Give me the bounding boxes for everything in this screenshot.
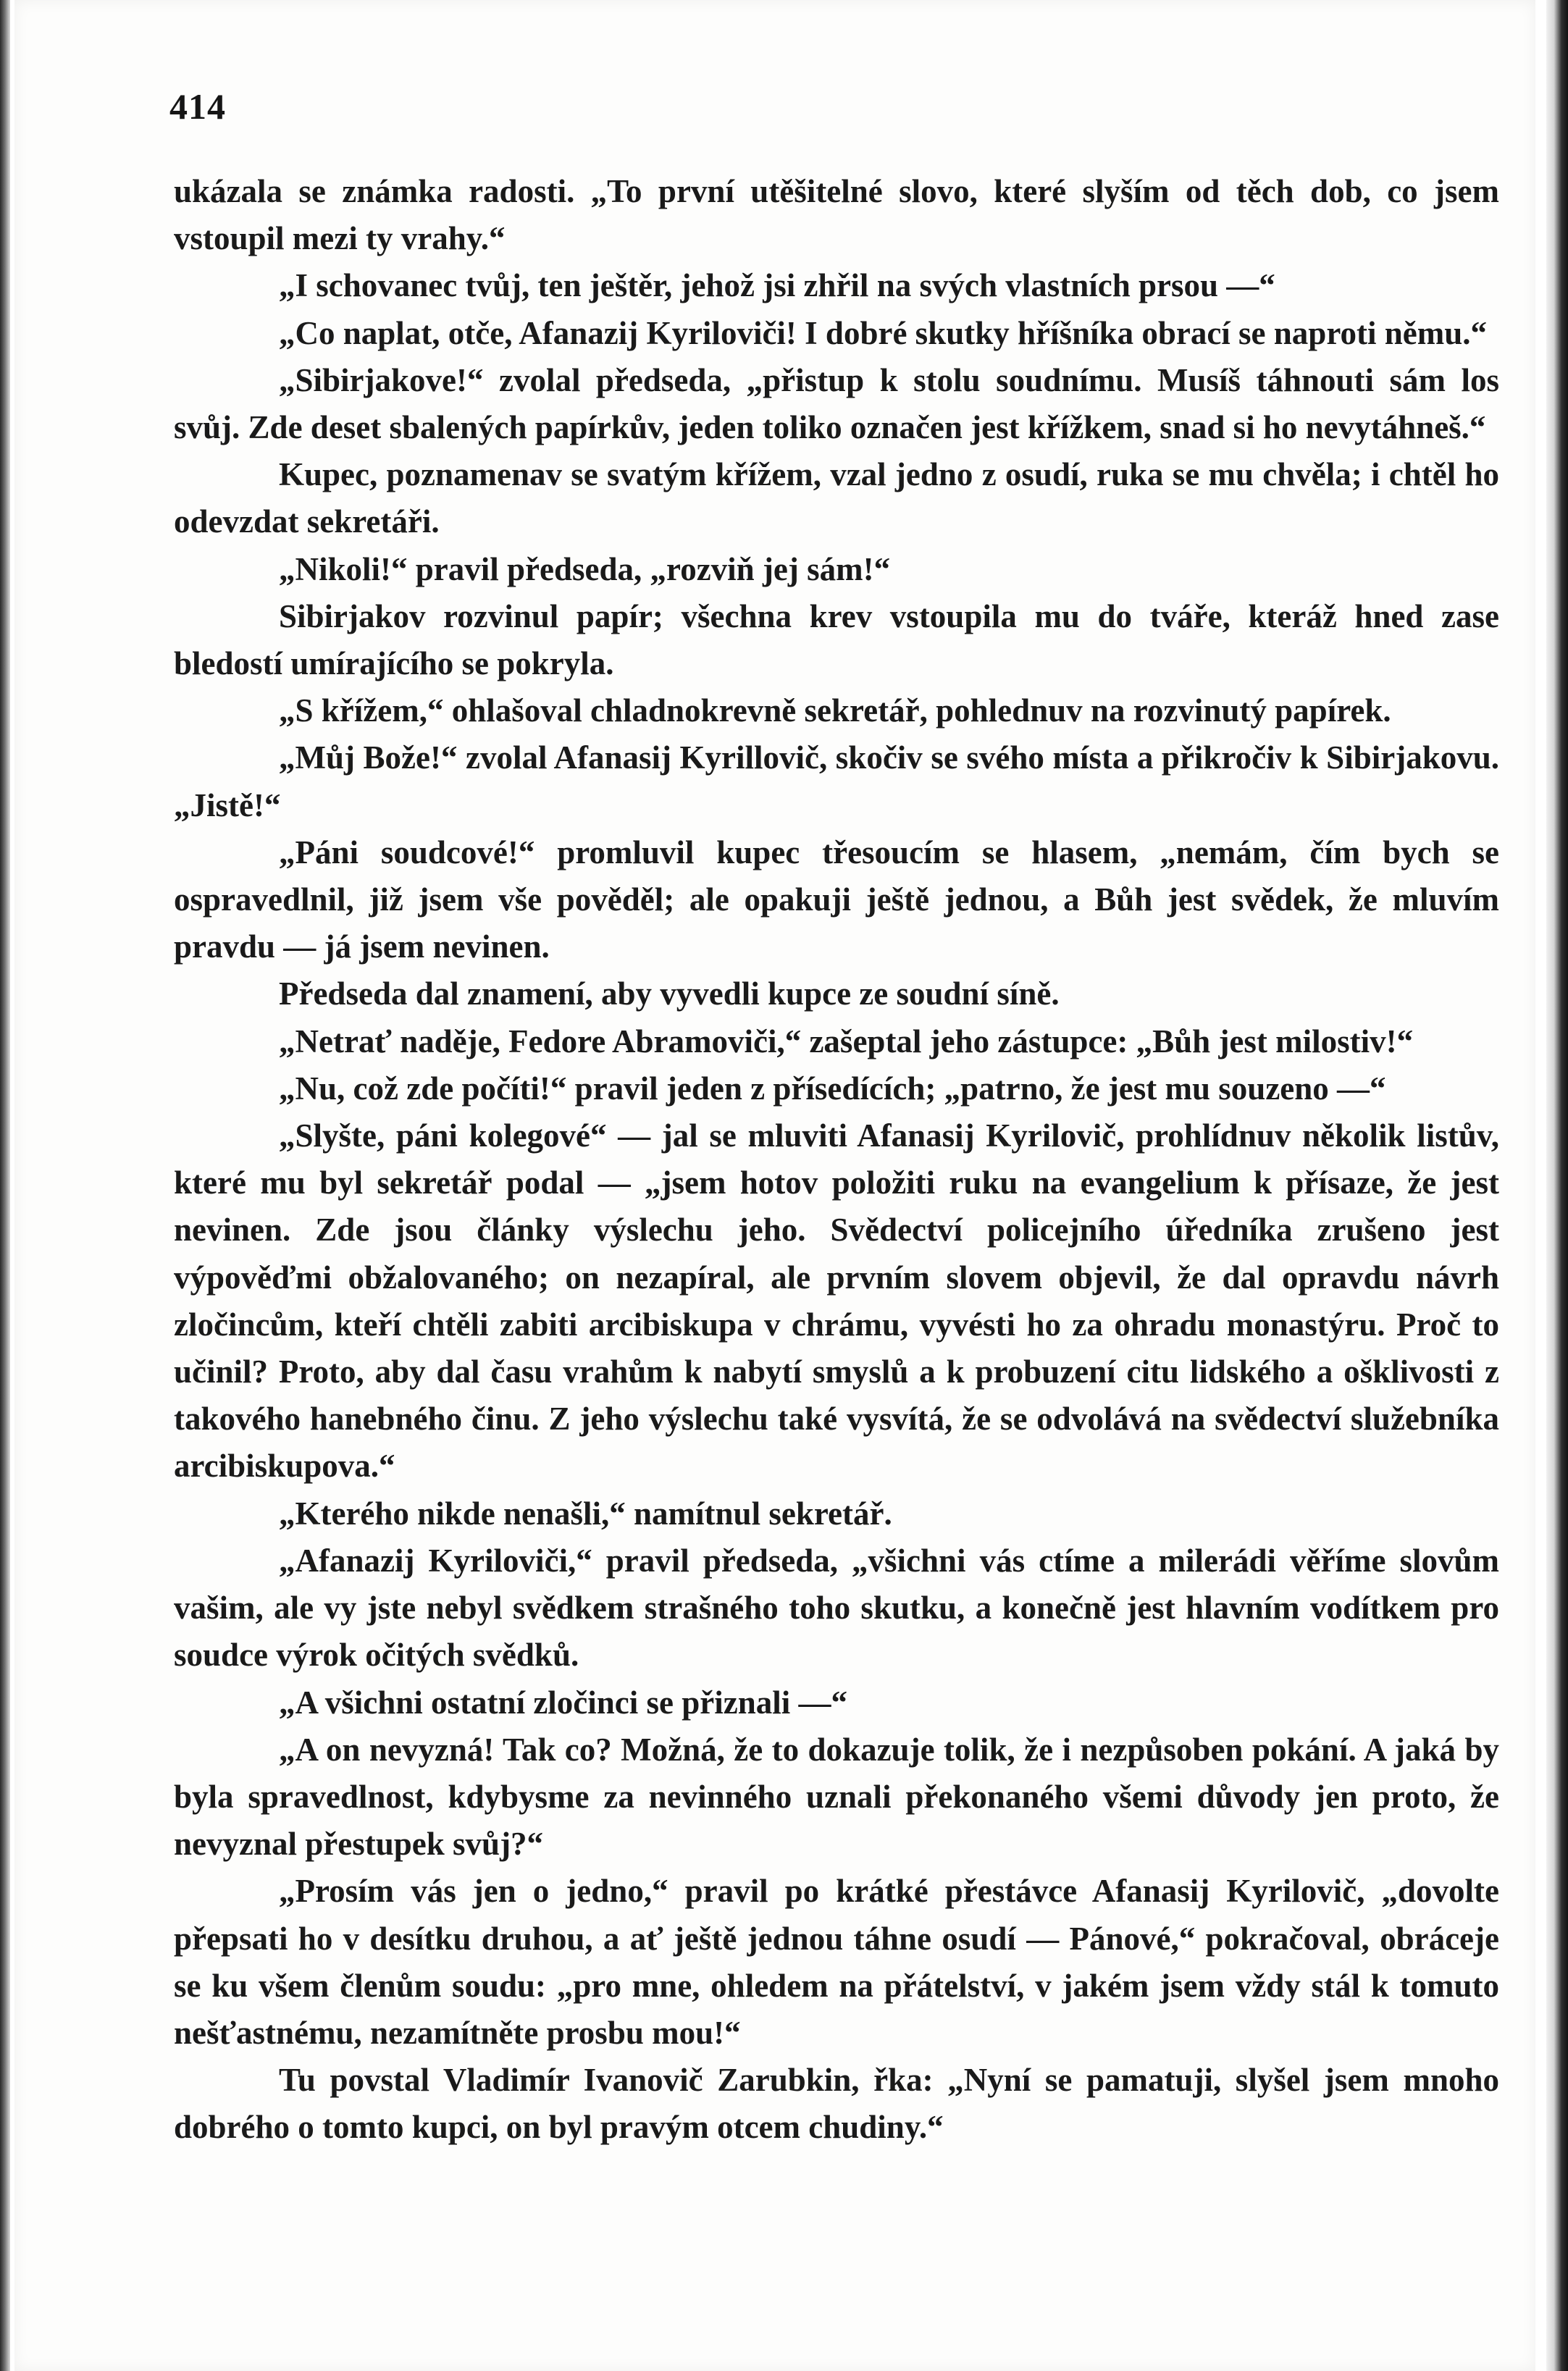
paragraph: Kupec, poznamenav se svatým křížem, vzal jedno z osudí, ruka se mu chvěla; i chtěl ho odevzdat sekretáři.	[174, 456, 1499, 540]
paragraph: „Afanazij Kyriloviči,“ pravil předseda, „všichni vás ctíme a milerádi věříme slovům vašim, ale vy jste nebyl svědkem strašného toho skutku, a konečně jest hlavním vodítkem pro soudce výrok očitých svědků.	[174, 1542, 1499, 1674]
paragraph: „Sibirjakove!“ zvolal předseda, „přistup k stolu soudnímu. Musíš táhnouti sám los svůj. Zde deset sbalených papírkův, jeden toliko označen jest křížkem, snad si ho nevytáhneš.“	[174, 361, 1499, 446]
body-text	[174, 168, 1499, 2152]
paragraph: „Můj Bože!“ zvolal Afanasij Kyrillovič, skočiv se svého místa a přikročiv k Sibirjakovu. „Jistě!“	[174, 739, 1499, 823]
paragraph: „A všichni ostatní zločinci se přiznali —“	[279, 1684, 848, 1721]
book-page	[14, 0, 1535, 2371]
paragraph: „Slyšte, páni kolegové“ — jal se mluviti Afanasij Kyrilovič, prohlídnuv několik listův, které mu byl sekretář podal — „jsem hotov položiti ruku na evangelium k přísaze, že jest nevinen. Zde jsou články výslechu jeho. Svědectví policejního úředníka zrušeno jest výpověďmi obžalovaného; on nezapíral, ale prvním slovem objevil, že dal opravdu návrh zločincům, kteří chtěli zabiti arcibiskupa v chrámu, vyvésti ho za ohradu monastýru. Proč to učinil? Proto, aby dal času vrahům k nabytí smyslů a k probuzení citu lidského a ošklivosti z takového hanebného činu. Z jeho výslechu také vysvítá, že se odvolává na svědectví služebníka arcibiskupova.“	[174, 1117, 1499, 1485]
paragraph: Předseda dal znamení, aby vyvedli kupce ze soudní síně.	[279, 975, 1060, 1012]
paragraph: „Kterého nikde nenašli,“ namítnul sekretář.	[279, 1495, 892, 1532]
paragraph: „Nikoli!“ pravil předseda, „rozviň jej sám!“	[279, 550, 891, 587]
paragraph: Tu povstal Vladimír Ivanovič Zarubkin, řka: „Nyní se pamatuji, slyšel jsem mnoho dobrého o tomto kupci, on byl pravým otcem chudiny.“	[174, 2062, 1499, 2146]
paragraph: „I schovanec tvůj, ten ještěr, jehož jsi zhřil na svých vlastních prsou —“	[279, 267, 1275, 304]
paragraph: „S křížem,“ ohlašoval chladnokrevně sekretář, pohlednuv na rozvinutý papírek.	[279, 692, 1391, 729]
paragraph: „Nu, což zde počíti!“ pravil jeden z přísedících; „patrno, že jest mu souzeno —“	[279, 1070, 1386, 1107]
binding-shadow	[0, 0, 10, 2371]
paragraph: ukázala se známka radosti. „To první utěšitelné slovo, které slyším od těch dob, co jsem vstoupil mezi ty vrahy.“	[174, 173, 1499, 257]
paragraph: „Páni soudcové!“ promluvil kupec třesoucím se hlasem, „nemám, čím bych se ospravedlnil, již jsem vše pověděl; ale opakuji ještě jednou, a Bůh jest svědek, že mluvím pravdu — já jsem nevinen.	[174, 834, 1499, 965]
paragraph: „Co naplat, otče, Afanazij Kyriloviči! I dobré skutky hříšníka obrací se naproti němu.“	[279, 314, 1487, 351]
paragraph: „Prosím vás jen o jedno,“ pravil po krátké přestávce Afanasij Kyrilovič, „dovolte přepsati ho v desítku druhou, a ať ještě jednou táhne osudí — Pánové,“ pokračoval, obráceje se ku všem členům soudu: „pro mne, ohledem na přátelství, v jakém jsem vždy stál k tomuto nešťastnému, nezamítněte prosbu mou!“	[174, 1873, 1499, 2051]
paragraph: „A on nevyzná! Tak co? Možná, že to dokazuje tolik, že i nezpůsoben pokání. A jaká by byla spravedlnost, kdybysme za nevinného uznali překonaného všemi důvody jen proto, že nevyznal přestupek svůj?“	[174, 1731, 1499, 1863]
paragraph: „Netrať naděje, Fedore Abramoviči,“ zašeptal jeho zástupce: „Bůh jest milostiv!“	[279, 1023, 1414, 1059]
right-page-edge	[1546, 0, 1568, 2371]
paragraph: Sibirjakov rozvinul papír; všechna krev vstoupila mu do tváře, kteráž hned zase bledostí umírajícího se pokryla.	[174, 597, 1499, 682]
page-number: 414	[169, 86, 226, 127]
